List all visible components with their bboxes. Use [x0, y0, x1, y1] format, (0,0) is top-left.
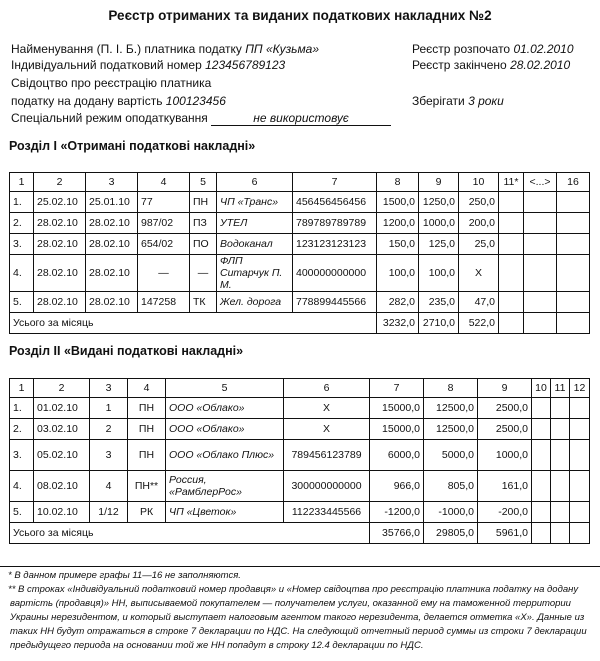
table-cell: 4.: [10, 255, 34, 292]
table-cell: 1: [90, 398, 128, 419]
certificate-label-2: податку на додану вартість: [11, 94, 163, 108]
table-cell: 3: [90, 440, 128, 471]
table-cell: [557, 255, 590, 292]
table-cell: 47,0: [459, 292, 499, 313]
table-cell: 9: [419, 173, 459, 192]
table-cell: 1000,0: [478, 440, 532, 471]
table-cell: 1000,0: [419, 213, 459, 234]
special-regime-value: не використовує: [253, 111, 349, 125]
table-cell: ПН: [128, 419, 166, 440]
table-cell: 25,0: [459, 234, 499, 255]
register-started-label: Реєстр розпочато: [412, 42, 511, 56]
table-cell: 4.: [10, 471, 34, 502]
table-cell: 28.02.10: [86, 255, 138, 292]
table-cell: 1200,0: [377, 213, 419, 234]
table-header-row: [10, 379, 590, 398]
tax-number-line: [11, 58, 285, 72]
table-cell: 28.02.10: [34, 292, 86, 313]
table-cell: 654/02: [138, 234, 190, 255]
table-cell: [557, 234, 590, 255]
table-cell: 3: [86, 173, 138, 192]
table-cell: 8: [377, 173, 419, 192]
register-finished-value: 28.02.2010: [510, 58, 571, 72]
table-cell: 10: [459, 173, 499, 192]
table-cell: 250,0: [459, 192, 499, 213]
table-cell: [532, 440, 551, 471]
table-row: [10, 292, 590, 313]
keep-period-label: Зберігати: [412, 94, 465, 108]
table-cell: -1200,0: [370, 502, 424, 523]
table-cell: 25.01.10: [86, 192, 138, 213]
table-cell: 6: [217, 173, 293, 192]
footnote-1: * В данном примере графы 11—16 не заполняются.: [8, 570, 241, 581]
table-cell: 2710,0: [419, 313, 459, 334]
table-cell: 35766,0: [370, 523, 424, 544]
table-cell: Усього за місяць: [10, 313, 377, 334]
table-row: [10, 213, 590, 234]
table-cell: 161,0: [478, 471, 532, 502]
table-cell: —: [190, 255, 217, 292]
special-regime-line: [11, 111, 391, 126]
table-cell: ООО «Облако»: [166, 419, 284, 440]
table-cell: 2: [90, 419, 128, 440]
table-cell: 4: [138, 173, 190, 192]
table-cell: Водоканал: [217, 234, 293, 255]
table-cell: 05.02.10: [34, 440, 90, 471]
table-cell: 2.: [10, 419, 34, 440]
table-cell: 12500,0: [424, 419, 478, 440]
table-cell: 100,0: [419, 255, 459, 292]
certificate-label-line: [11, 76, 211, 90]
table-cell: 112233445566: [284, 502, 370, 523]
table-row: [10, 502, 590, 523]
table-cell: 100,0: [377, 255, 419, 292]
table-cell: 522,0: [459, 313, 499, 334]
table-cell: 7: [370, 379, 424, 398]
table-cell: 77: [138, 192, 190, 213]
footnotes: [0, 566, 600, 653]
table-row: [10, 234, 590, 255]
table-cell: [570, 398, 590, 419]
table-cell: 300000000000: [284, 471, 370, 502]
table-cell: 150,0: [377, 234, 419, 255]
table-cell: [551, 398, 570, 419]
table-cell: 2.: [10, 213, 34, 234]
table-cell: ПЗ: [190, 213, 217, 234]
table-cell: Россия, «РамблерРос»: [166, 471, 284, 502]
table-cell: ООО «Облако Плюс»: [166, 440, 284, 471]
table-cell: -1000,0: [424, 502, 478, 523]
section2-title: Розділ II «Видані податкові накладні»: [9, 344, 244, 358]
table-cell: 235,0: [419, 292, 459, 313]
received-invoices-table: [9, 172, 590, 334]
table-cell: 6000,0: [370, 440, 424, 471]
table-cell: [551, 440, 570, 471]
table-row: [10, 419, 590, 440]
table-cell: ПО: [190, 234, 217, 255]
table-cell: [524, 313, 557, 334]
table-cell: 200,0: [459, 213, 499, 234]
table-cell: 8: [424, 379, 478, 398]
table-cell: 2: [34, 379, 90, 398]
table-cell: 15000,0: [370, 419, 424, 440]
table-cell: 987/02: [138, 213, 190, 234]
table-cell: 789456123789: [284, 440, 370, 471]
table-row: [10, 440, 590, 471]
table-cell: [524, 192, 557, 213]
table-cell: 1.: [10, 398, 34, 419]
table-cell: 28.02.10: [86, 213, 138, 234]
table-cell: Х: [284, 398, 370, 419]
table-cell: Усього за місяць: [10, 523, 370, 544]
table-cell: 5.: [10, 502, 34, 523]
table-cell: 1.: [10, 192, 34, 213]
table-cell: [570, 471, 590, 502]
table-cell: 08.02.10: [34, 471, 90, 502]
table-cell: Х: [459, 255, 499, 292]
table-cell: 966,0: [370, 471, 424, 502]
table-cell: <...>: [524, 173, 557, 192]
table-cell: —: [138, 255, 190, 292]
certificate-value: 100123456: [165, 94, 226, 108]
table-cell: 2500,0: [478, 419, 532, 440]
table-cell: [499, 292, 524, 313]
table-cell: [570, 419, 590, 440]
table-cell: 2500,0: [478, 398, 532, 419]
taxpayer-name-line: [11, 42, 319, 56]
table-cell: 16: [557, 173, 590, 192]
table-cell: УТЕЛ: [217, 213, 293, 234]
table-cell: 400000000000: [293, 255, 377, 292]
taxpayer-name-value: ПП «Кузьма»: [245, 42, 320, 56]
table-cell: 5000,0: [424, 440, 478, 471]
table-cell: ФЛП Ситарчук П. М.: [217, 255, 293, 292]
table-cell: -200,0: [478, 502, 532, 523]
table-cell: ЧП «Цветок»: [166, 502, 284, 523]
taxpayer-name-label: Найменування (П. І. Б.) платника податку: [11, 42, 242, 56]
table-cell: 28.02.10: [86, 234, 138, 255]
table-cell: [524, 292, 557, 313]
table-cell: 10: [532, 379, 551, 398]
table-cell: 15000,0: [370, 398, 424, 419]
table-cell: [557, 192, 590, 213]
table-cell: 28.02.10: [34, 213, 86, 234]
table-cell: 03.02.10: [34, 419, 90, 440]
table-cell: 28.02.10: [86, 292, 138, 313]
table-cell: 282,0: [377, 292, 419, 313]
table-cell: Жел. дорога: [217, 292, 293, 313]
table-cell: 12500,0: [424, 398, 478, 419]
register-started-line: [412, 42, 574, 56]
table-cell: [551, 502, 570, 523]
table-cell: 01.02.10: [34, 398, 90, 419]
table-cell: 805,0: [424, 471, 478, 502]
table-cell: 4: [90, 471, 128, 502]
table-cell: [499, 255, 524, 292]
table-cell: ПН**: [128, 471, 166, 502]
table-cell: 1/12: [90, 502, 128, 523]
table-cell: 7: [293, 173, 377, 192]
table-cell: [532, 398, 551, 419]
table-row: [10, 471, 590, 502]
issued-invoices-table: [9, 378, 590, 544]
table-cell: ООО «Облако»: [166, 398, 284, 419]
table-cell: [499, 313, 524, 334]
footnote-2: ** В строках «Індивідуальний податковий номер продавця» и «Номер свідоцтва про реєстрацію платника податку на додану вартість (продавця)» НН, выписываемой покупателем — получателем услуги, оказанной ему на таможенной территории Украины нерезидентом, и который выступает налоговым агентом такого нерезидента, делается отметка «Х». Данные из таких НН будут отражаться в строке 7 декларации по НДС. На следующий отчетный период суммы из строки 7 декларации предыдущего периода на основании той же НН попадут в строку 12.4 декларации по НДС.: [8, 584, 587, 651]
table-cell: 778899445566: [293, 292, 377, 313]
table-cell: 1250,0: [419, 192, 459, 213]
table-cell: [551, 419, 570, 440]
table-cell: 11*: [499, 173, 524, 192]
table-cell: [499, 192, 524, 213]
table-cell: ПН: [128, 440, 166, 471]
table-cell: 11: [551, 379, 570, 398]
table-cell: [532, 523, 551, 544]
table-cell: [532, 471, 551, 502]
table-cell: 456456456456: [293, 192, 377, 213]
table-cell: [532, 419, 551, 440]
table-cell: 5: [166, 379, 284, 398]
table-row: [10, 255, 590, 292]
special-regime-label: Спеціальний режим оподаткування: [11, 111, 208, 125]
table-cell: ПН: [190, 192, 217, 213]
table-cell: 3232,0: [377, 313, 419, 334]
table-cell: 5: [190, 173, 217, 192]
certificate-label-1: Свідоцтво про реєстрацію платника: [11, 76, 212, 90]
keep-period-line: [412, 94, 504, 108]
table-cell: [570, 440, 590, 471]
table-cell: [551, 523, 570, 544]
register-finished-line: [412, 58, 570, 72]
table-cell: 5961,0: [478, 523, 532, 544]
keep-period-value: 3 роки: [468, 94, 504, 108]
table-cell: 147258: [138, 292, 190, 313]
table-cell: [532, 502, 551, 523]
table-cell: [557, 313, 590, 334]
table-cell: Х: [284, 419, 370, 440]
table-cell: 1: [10, 173, 34, 192]
table-cell: 4: [128, 379, 166, 398]
total-row: [10, 523, 590, 544]
certificate-value-line: [11, 94, 226, 108]
table-cell: 25.02.10: [34, 192, 86, 213]
tax-number-value: 123456789123: [205, 58, 286, 72]
table-cell: [524, 234, 557, 255]
table-cell: [570, 523, 590, 544]
table-cell: 3: [90, 379, 128, 398]
table-cell: 6: [284, 379, 370, 398]
table-cell: 10.02.10: [34, 502, 90, 523]
table-cell: РК: [128, 502, 166, 523]
table-cell: 5.: [10, 292, 34, 313]
total-row: [10, 313, 590, 334]
table-cell: 29805,0: [424, 523, 478, 544]
table-cell: [499, 234, 524, 255]
table-cell: [551, 471, 570, 502]
table-cell: ТК: [190, 292, 217, 313]
table-header-row: [10, 173, 590, 192]
table-cell: 789789789789: [293, 213, 377, 234]
table-cell: [570, 502, 590, 523]
table-cell: 1: [10, 379, 34, 398]
table-cell: 3.: [10, 440, 34, 471]
register-finished-label: Реєстр закінчено: [412, 58, 507, 72]
table-cell: ПН: [128, 398, 166, 419]
table-cell: [524, 255, 557, 292]
table-cell: 12: [570, 379, 590, 398]
table-row: [10, 192, 590, 213]
table-row: [10, 398, 590, 419]
register-title: Реєстр отриманих та виданих податкових накладних №2: [108, 8, 492, 23]
table-cell: 9: [478, 379, 532, 398]
table-cell: 125,0: [419, 234, 459, 255]
table-cell: [524, 213, 557, 234]
table-cell: [557, 213, 590, 234]
tax-number-label: Індивідуальний податковий номер: [11, 58, 202, 72]
table-cell: 28.02.10: [34, 255, 86, 292]
table-cell: 1500,0: [377, 192, 419, 213]
table-cell: 28.02.10: [34, 234, 86, 255]
table-cell: ЧП «Транс»: [217, 192, 293, 213]
table-cell: 3.: [10, 234, 34, 255]
table-cell: [557, 292, 590, 313]
register-started-value: 01.02.2010: [513, 42, 574, 56]
table-cell: [499, 213, 524, 234]
section1-title: Розділ I «Отримані податкові накладні»: [9, 139, 256, 153]
table-cell: 123123123123: [293, 234, 377, 255]
table-cell: 2: [34, 173, 86, 192]
